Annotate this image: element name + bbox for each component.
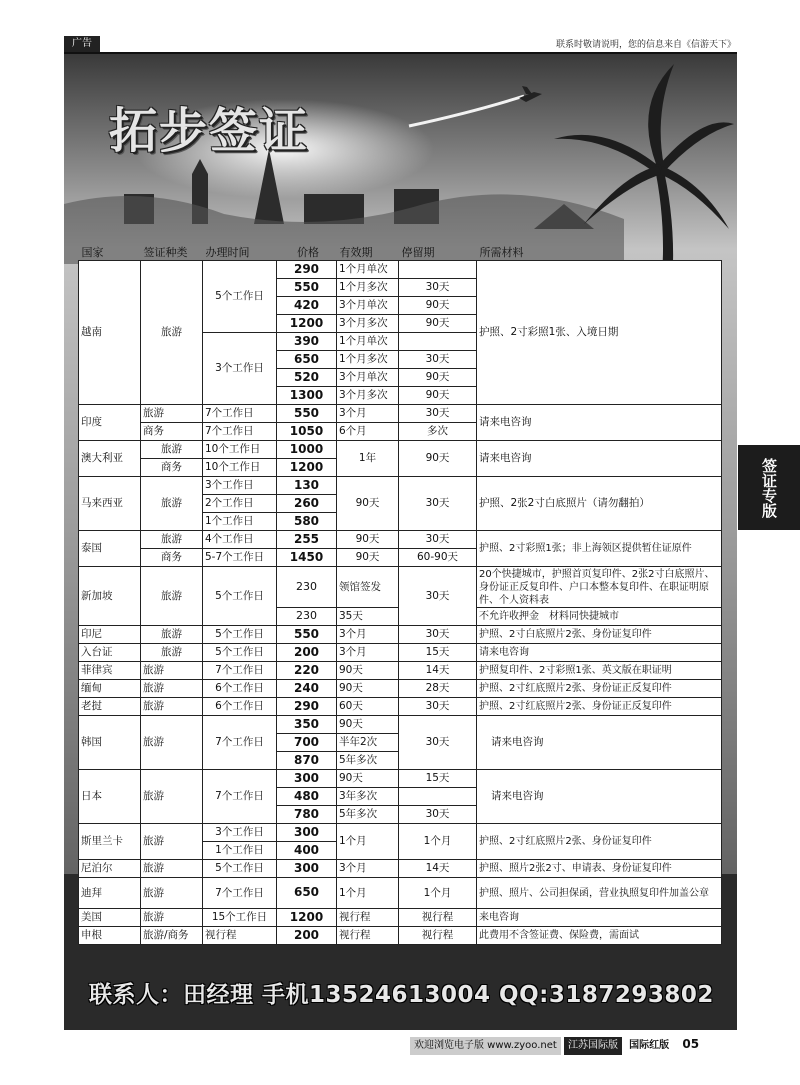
materials-cell: 不允许收押金 材料同快捷城市 <box>477 608 722 626</box>
country-cell: 澳大利亚 <box>79 441 141 477</box>
materials-cell: 此费用不含签证费、保险费，需面试 <box>477 927 722 945</box>
price-cell: 130 <box>277 477 337 495</box>
price-cell: 1000 <box>277 441 337 459</box>
header-visa-type: 签证种类 <box>143 246 188 259</box>
price-cell: 480 <box>277 788 337 806</box>
materials-cell: 请来电咨询 <box>477 405 722 441</box>
validity-cell: 1年 <box>337 441 399 477</box>
materials-cell: 护照、2张2寸白底照片（请勿翻拍） <box>477 477 722 531</box>
type-cell: 旅游 <box>141 626 203 644</box>
time-cell: 10个工作日 <box>203 459 277 477</box>
country-cell: 老挝 <box>79 698 141 716</box>
type-cell: 旅游 <box>141 860 203 878</box>
price-cell: 1200 <box>277 315 337 333</box>
table-row <box>79 680 722 698</box>
header-price: 价格 <box>297 246 319 259</box>
price-cell: 580 <box>277 513 337 531</box>
time-cell: 5个工作日 <box>203 626 277 644</box>
time-cell: 5个工作日 <box>203 261 277 333</box>
validity-cell: 3个月 <box>337 405 399 423</box>
price-cell: 1300 <box>277 387 337 405</box>
website-note: 欢迎浏览电子版 www.zyoo.net <box>410 1037 561 1055</box>
stay-cell: 30天 <box>399 716 477 770</box>
materials-cell: 来电咨询 <box>477 909 722 927</box>
price-cell: 300 <box>277 770 337 788</box>
price-cell: 870 <box>277 752 337 770</box>
validity-cell: 5年多次 <box>337 752 399 770</box>
validity-cell: 1个月 <box>337 824 399 860</box>
stay-cell: 视行程 <box>399 909 477 927</box>
price-cell: 390 <box>277 333 337 351</box>
type-cell: 旅游 <box>141 441 203 459</box>
table-header-row <box>79 244 722 261</box>
time-cell: 5个工作日 <box>203 644 277 662</box>
validity-cell: 3个月单次 <box>337 369 399 387</box>
time-cell: 视行程 <box>203 927 277 945</box>
type-cell: 商务 <box>141 459 203 477</box>
stay-cell <box>399 333 477 351</box>
time-cell: 7个工作日 <box>203 716 277 770</box>
stay-cell: 90天 <box>399 315 477 333</box>
time-cell: 3个工作日 <box>203 333 277 405</box>
stay-cell: 90天 <box>399 441 477 477</box>
time-cell: 7个工作日 <box>203 423 277 441</box>
country-cell: 入台证 <box>79 644 141 662</box>
section-label: 国际红版 <box>629 1040 670 1051</box>
table-row <box>79 261 722 279</box>
price-cell: 1450 <box>277 549 337 567</box>
table-row <box>79 567 722 608</box>
price-cell: 290 <box>277 698 337 716</box>
time-cell: 3个工作日 <box>203 824 277 842</box>
price-cell: 550 <box>277 405 337 423</box>
price-cell: 520 <box>277 369 337 387</box>
table-row <box>79 698 722 716</box>
stay-cell: 90天 <box>399 387 477 405</box>
stay-cell <box>399 261 477 279</box>
stay-cell: 30天 <box>399 279 477 297</box>
stay-cell: 60-90天 <box>399 549 477 567</box>
stay-cell <box>399 788 477 806</box>
type-cell: 旅游 <box>141 477 203 531</box>
materials-cell: 请来电咨询 <box>477 441 722 477</box>
country-cell: 美国 <box>79 909 141 927</box>
price-cell: 290 <box>277 261 337 279</box>
contact-info: 联系人：田经理 手机13524613004 QQ:3187293802 <box>89 982 714 1008</box>
validity-cell: 半年2次 <box>337 734 399 752</box>
validity-cell: 90天 <box>337 770 399 788</box>
price-cell: 700 <box>277 734 337 752</box>
materials-cell: 护照、照片2张2寸、申请表、身份证复印件 <box>477 860 722 878</box>
section-tab: 签证专版 <box>738 445 800 530</box>
price-cell: 200 <box>277 644 337 662</box>
materials-cell: 护照、2寸红底照片2张、身份证正反复印件 <box>477 698 722 716</box>
time-cell: 5-7个工作日 <box>203 549 277 567</box>
type-cell: 旅游 <box>141 824 203 860</box>
validity-cell: 1个月单次 <box>337 333 399 351</box>
stay-cell: 15天 <box>399 644 477 662</box>
stay-cell: 30天 <box>399 626 477 644</box>
validity-cell: 5年多次 <box>337 806 399 824</box>
validity-cell: 90天 <box>337 662 399 680</box>
edition-label: 江苏国际版 <box>564 1037 622 1055</box>
stay-cell: 30天 <box>399 477 477 531</box>
country-cell: 越南 <box>79 261 141 405</box>
type-cell: 旅游 <box>141 680 203 698</box>
materials-cell: 请来电咨询 <box>477 644 722 662</box>
materials-cell: 20个快捷城市，护照首页复印件、2张2寸白底照片、身份证正反复印件、户口本整本复印件、在职证明原件、个人资料表 <box>477 567 722 608</box>
stay-cell: 30天 <box>399 806 477 824</box>
type-cell: 商务 <box>141 549 203 567</box>
validity-cell: 90天 <box>337 549 399 567</box>
country-cell: 迪拜 <box>79 878 141 909</box>
table-row <box>79 626 722 644</box>
stay-cell: 30天 <box>399 698 477 716</box>
price-cell: 1200 <box>277 459 337 477</box>
type-cell: 旅游 <box>141 644 203 662</box>
table-row <box>79 716 722 734</box>
validity-cell: 3个月单次 <box>337 297 399 315</box>
price-cell: 550 <box>277 279 337 297</box>
validity-cell: 3年多次 <box>337 788 399 806</box>
materials-cell: 护照、2寸彩照1张；非上海领区提供暂住证原件 <box>477 531 722 567</box>
ad-label: 广告 <box>64 36 100 52</box>
validity-cell: 6个月 <box>337 423 399 441</box>
table-row <box>79 770 722 788</box>
table-row <box>79 662 722 680</box>
time-cell: 10个工作日 <box>203 441 277 459</box>
country-cell: 泰国 <box>79 531 141 567</box>
validity-cell: 90天 <box>337 477 399 531</box>
header-stay: 停留期 <box>401 246 435 259</box>
price-cell: 650 <box>277 351 337 369</box>
hero-title: 拓步签证 <box>109 103 310 159</box>
validity-cell: 1个月多次 <box>337 351 399 369</box>
price-cell: 230 <box>277 567 337 608</box>
table-row <box>79 860 722 878</box>
materials-cell: 请来电咨询 <box>477 770 722 824</box>
validity-cell: 60天 <box>337 698 399 716</box>
time-cell: 7个工作日 <box>203 878 277 909</box>
type-cell: 旅游 <box>141 909 203 927</box>
time-cell: 5个工作日 <box>203 860 277 878</box>
validity-cell: 1个月单次 <box>337 261 399 279</box>
time-cell: 1个工作日 <box>203 842 277 860</box>
country-cell: 菲律宾 <box>79 662 141 680</box>
price-cell: 350 <box>277 716 337 734</box>
table-row <box>79 824 722 842</box>
validity-cell: 视行程 <box>337 927 399 945</box>
country-cell: 斯里兰卡 <box>79 824 141 860</box>
validity-cell: 3个月 <box>337 860 399 878</box>
price-cell: 550 <box>277 626 337 644</box>
stay-cell: 视行程 <box>399 927 477 945</box>
type-cell: 旅游 <box>141 567 203 626</box>
time-cell: 4个工作日 <box>203 531 277 549</box>
price-cell: 1050 <box>277 423 337 441</box>
stay-cell: 30天 <box>399 351 477 369</box>
time-cell: 7个工作日 <box>203 770 277 824</box>
validity-cell: 90天 <box>337 716 399 734</box>
visa-price-table <box>78 244 722 945</box>
price-cell: 420 <box>277 297 337 315</box>
type-cell: 旅游 <box>141 770 203 824</box>
type-cell: 旅游 <box>141 698 203 716</box>
stay-cell: 90天 <box>399 369 477 387</box>
table-row <box>79 405 722 423</box>
price-cell: 200 <box>277 927 337 945</box>
table-row <box>79 909 722 927</box>
type-cell: 旅游 <box>141 662 203 680</box>
table-row <box>79 644 722 662</box>
stay-cell: 多次 <box>399 423 477 441</box>
stay-cell: 15天 <box>399 770 477 788</box>
validity-cell: 1个月多次 <box>337 279 399 297</box>
stay-cell: 30天 <box>399 405 477 423</box>
validity-cell: 35天 <box>337 608 399 626</box>
country-cell: 日本 <box>79 770 141 824</box>
time-cell: 5个工作日 <box>203 567 277 626</box>
price-cell: 400 <box>277 842 337 860</box>
type-cell: 旅游 <box>141 531 203 549</box>
country-cell: 新加坡 <box>79 567 141 626</box>
table-row <box>79 878 722 909</box>
country-cell: 马来西亚 <box>79 477 141 531</box>
price-cell: 780 <box>277 806 337 824</box>
stay-cell: 14天 <box>399 860 477 878</box>
price-cell: 650 <box>277 878 337 909</box>
validity-cell: 3个月多次 <box>337 315 399 333</box>
country-cell: 印度 <box>79 405 141 441</box>
type-cell: 商务 <box>141 423 203 441</box>
materials-cell: 护照、照片、公司担保函，营业执照复印件加盖公章 <box>477 878 722 909</box>
validity-cell: 1个月 <box>337 878 399 909</box>
page-footer <box>410 1035 740 1053</box>
table-row <box>79 477 722 495</box>
type-cell: 旅游 <box>141 878 203 909</box>
stay-cell: 1个月 <box>399 878 477 909</box>
time-cell: 6个工作日 <box>203 680 277 698</box>
time-cell: 3个工作日 <box>203 477 277 495</box>
time-cell: 15个工作日 <box>203 909 277 927</box>
type-cell: 旅游/商务 <box>141 927 203 945</box>
validity-cell: 视行程 <box>337 909 399 927</box>
materials-cell: 护照、2寸白底照片2张、身份证复印件 <box>477 626 722 644</box>
header-validity: 有效期 <box>339 246 373 259</box>
materials-cell: 护照、2寸红底照片2张、身份证复印件 <box>477 824 722 860</box>
price-cell: 220 <box>277 662 337 680</box>
validity-cell: 3个月 <box>337 626 399 644</box>
country-cell: 韩国 <box>79 716 141 770</box>
stay-cell: 14天 <box>399 662 477 680</box>
source-note: 联系时敬请说明，您的信息来自《信游天下》 <box>555 40 736 50</box>
time-cell: 7个工作日 <box>203 405 277 423</box>
materials-cell: 护照、2寸红底照片2张、身份证正反复印件 <box>477 680 722 698</box>
table-row <box>79 927 722 945</box>
price-cell: 300 <box>277 860 337 878</box>
type-cell: 旅游 <box>141 405 203 423</box>
hero-banner <box>64 54 737 1030</box>
header-processing-time: 办理时间 <box>205 246 250 259</box>
country-cell: 缅甸 <box>79 680 141 698</box>
header-materials: 所需材料 <box>479 246 524 259</box>
stay-cell: 90天 <box>399 297 477 315</box>
page-number: 05 <box>682 1037 700 1051</box>
materials-cell: 护照、2寸彩照1张、入境日期 <box>477 261 722 405</box>
validity-cell: 90天 <box>337 680 399 698</box>
materials-cell: 护照复印件、2寸彩照1张、英文版在职证明 <box>477 662 722 680</box>
table-row <box>79 441 722 459</box>
validity-cell: 领馆签发 <box>337 567 399 608</box>
price-cell: 230 <box>277 608 337 626</box>
validity-cell: 3个月 <box>337 644 399 662</box>
stay-cell: 30天 <box>399 567 477 626</box>
stay-cell: 30天 <box>399 531 477 549</box>
price-cell: 260 <box>277 495 337 513</box>
country-cell: 尼泊尔 <box>79 860 141 878</box>
time-cell: 6个工作日 <box>203 698 277 716</box>
time-cell: 1个工作日 <box>203 513 277 531</box>
price-cell: 255 <box>277 531 337 549</box>
table-row <box>79 531 722 549</box>
time-cell: 2个工作日 <box>203 495 277 513</box>
country-cell: 印尼 <box>79 626 141 644</box>
price-cell: 300 <box>277 824 337 842</box>
time-cell: 7个工作日 <box>203 662 277 680</box>
country-cell: 申根 <box>79 927 141 945</box>
stay-cell: 28天 <box>399 680 477 698</box>
validity-cell: 90天 <box>337 531 399 549</box>
price-cell: 240 <box>277 680 337 698</box>
visa-table-wrapper <box>78 244 721 945</box>
materials-cell: 请来电咨询 <box>477 716 722 770</box>
price-cell: 1200 <box>277 909 337 927</box>
type-cell: 旅游 <box>141 261 203 405</box>
validity-cell: 3个月多次 <box>337 387 399 405</box>
stay-cell: 1个月 <box>399 824 477 860</box>
type-cell: 旅游 <box>141 716 203 770</box>
header-country: 国家 <box>81 246 104 259</box>
